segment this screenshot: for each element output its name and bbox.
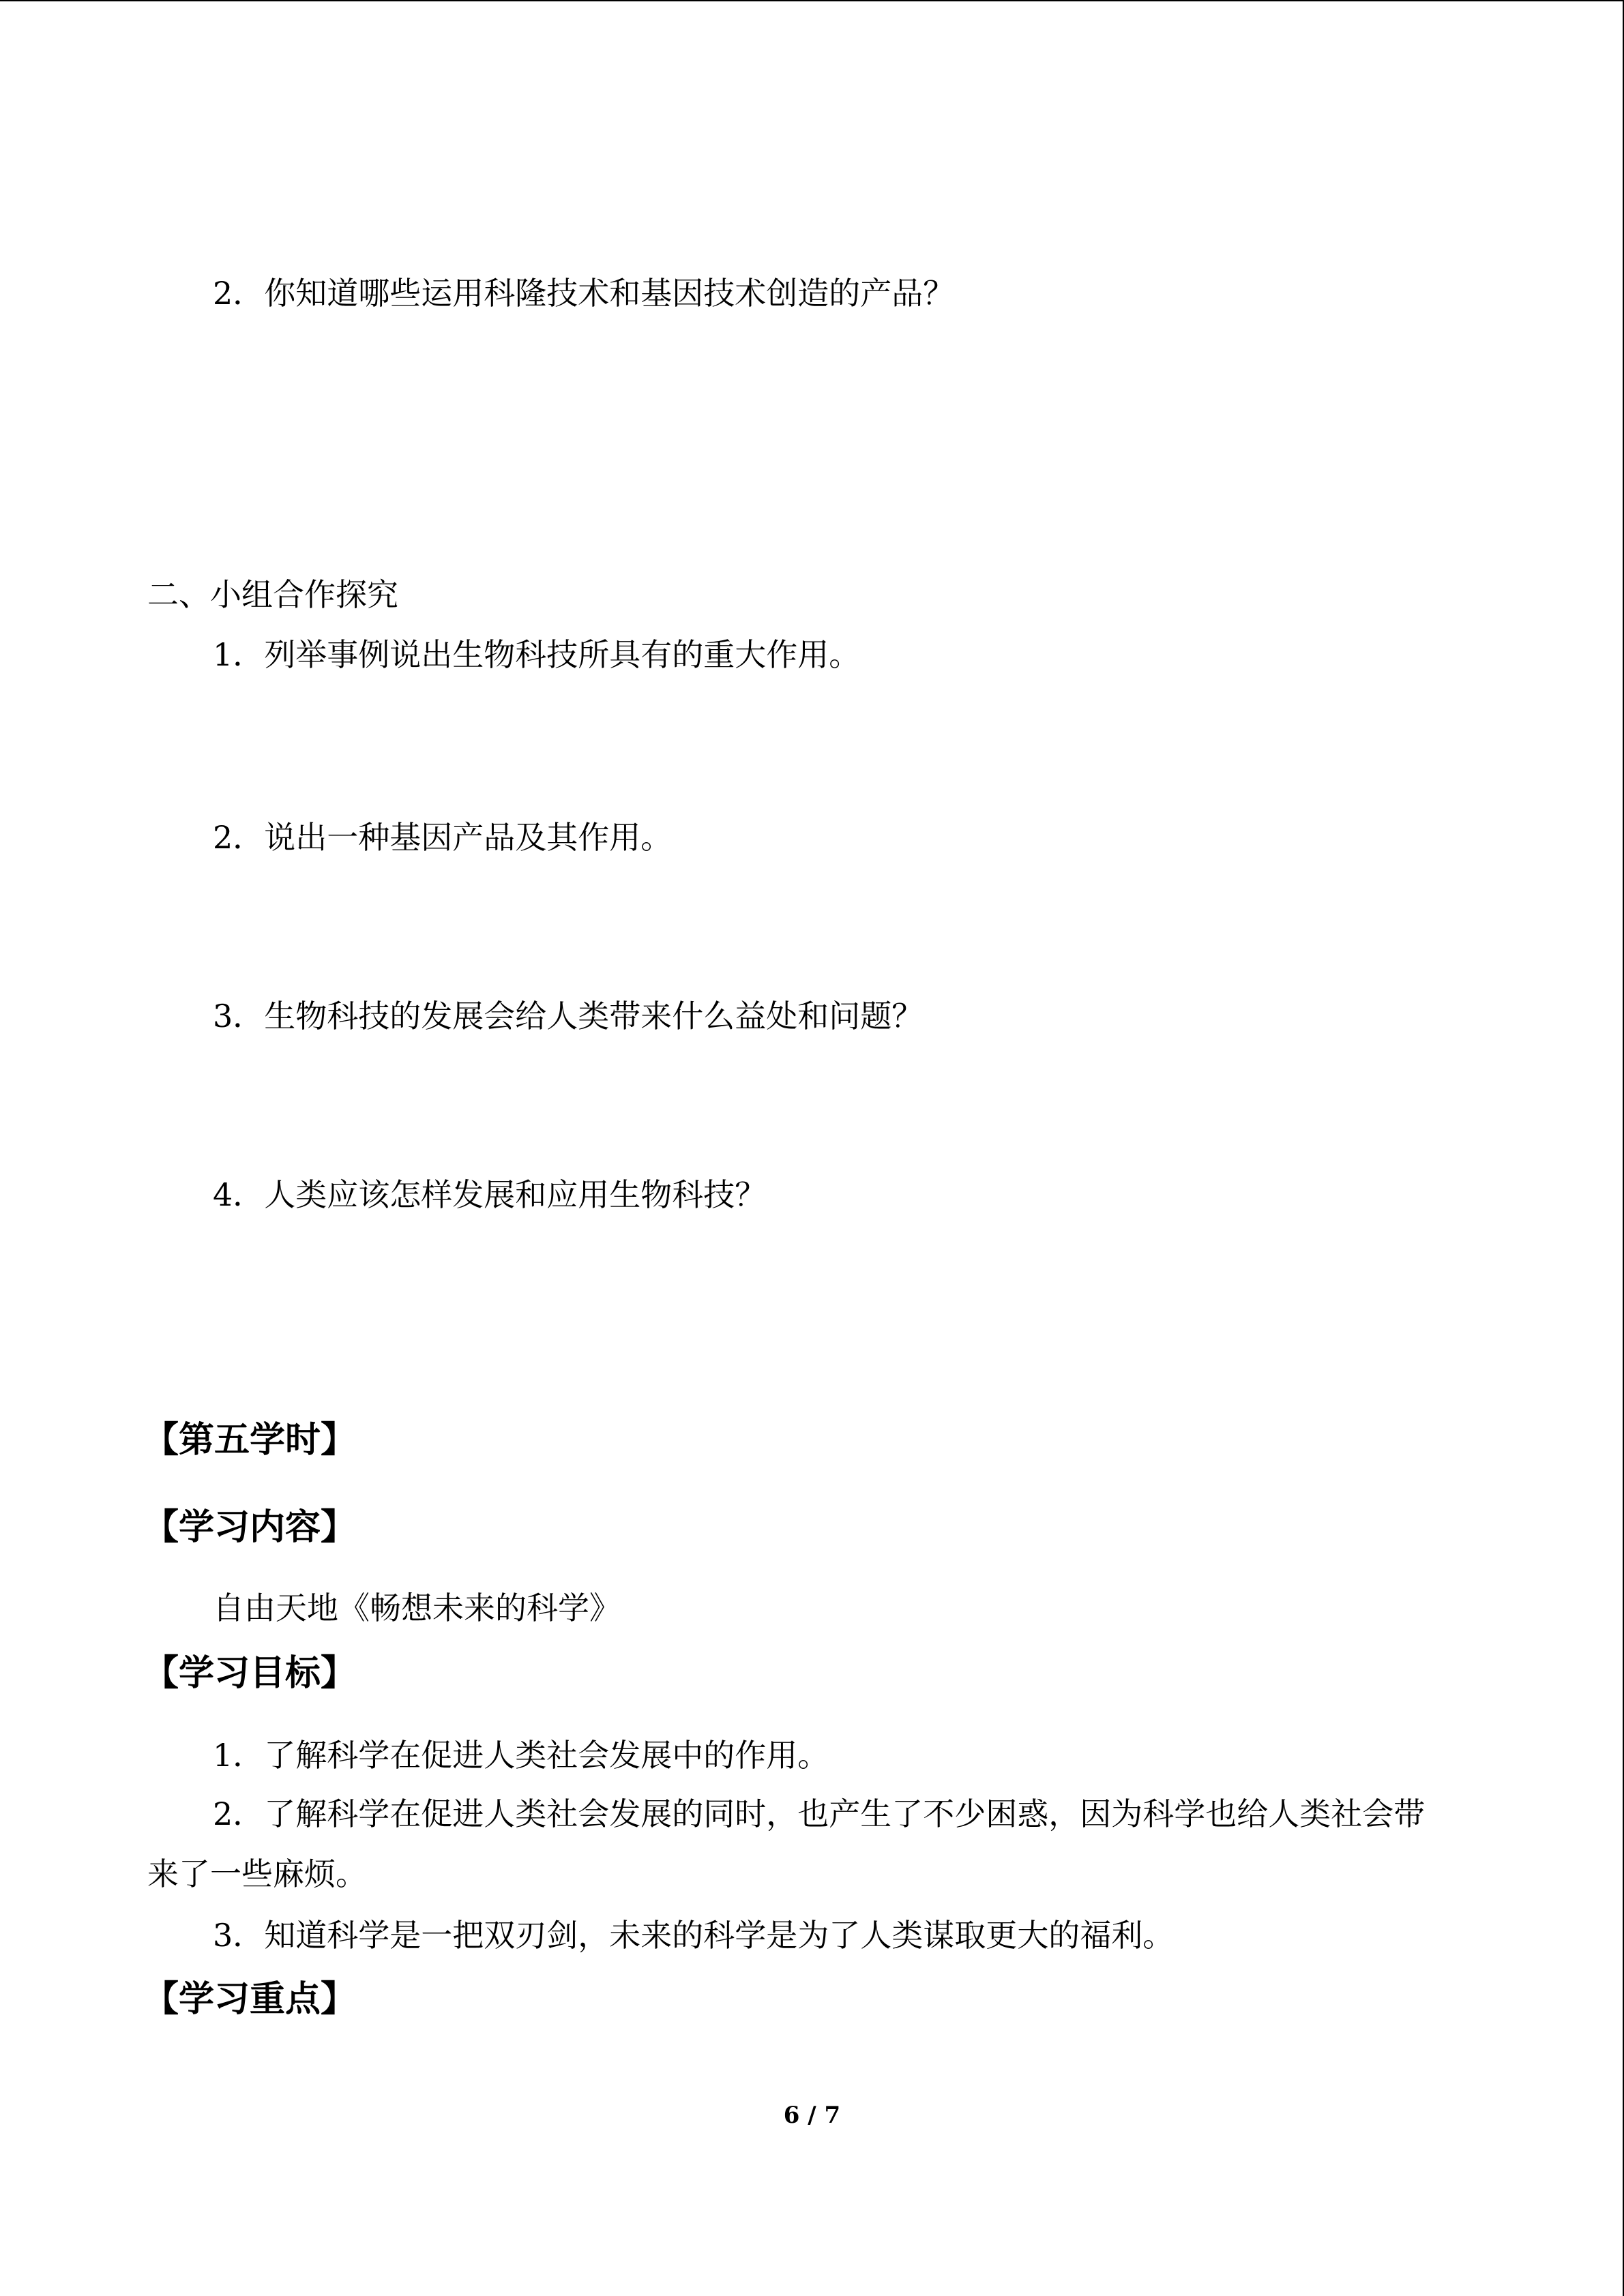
- content-heading: 【学习内容】: [143, 1507, 357, 1548]
- question-2: 2．你知道哪些运用科隆技术和基因技术创造的产品？: [213, 275, 955, 312]
- goal-item-2-continued: 来了一些麻烦。: [147, 1855, 367, 1892]
- goal-item-3: 3．知道科学是一把双刃剑，未来的科学是为了人类谋取更大的福利。: [213, 1917, 1175, 1954]
- goals-heading: 【学习目标】: [143, 1653, 357, 1694]
- page-number: 6 / 7: [783, 2102, 841, 2129]
- content-text: 自由天地《畅想未来的科学》: [213, 1590, 621, 1626]
- goal-item-2: 2．了解科学在促进人类社会发展的同时，也产生了不少困惑，因为科学也给人类社会带: [213, 1795, 1426, 1832]
- goal-item-1: 1．了解科学在促进人类社会发展中的作用。: [213, 1737, 829, 1774]
- inquiry-item-4: 4．人类应该怎样发展和应用生物科技？: [213, 1176, 767, 1213]
- inquiry-item-2: 2．说出一种基因产品及其作用。: [213, 819, 673, 856]
- lesson-heading: 【第五学时】: [143, 1420, 357, 1461]
- key-points-heading: 【学习重点】: [143, 1979, 357, 2020]
- section-title-group-inquiry: 二、小组合作探究: [147, 576, 398, 613]
- inquiry-item-1: 1．列举事例说出生物科技所具有的重大作用。: [213, 636, 861, 673]
- inquiry-item-3: 3．生物科技的发展会给人类带来什么益处和问题？: [213, 998, 924, 1034]
